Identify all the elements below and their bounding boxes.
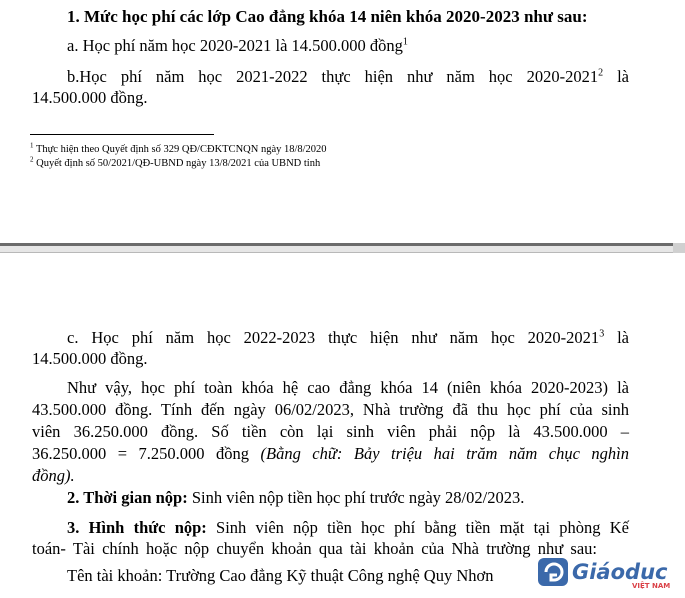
section2-text: Sinh viên nộp tiền học phí trước ngày 28/02/2023. [187, 488, 525, 507]
footnote-1 [30, 143, 327, 156]
item-b-line1 [67, 67, 629, 87]
footnote-ref-3: 3 [599, 328, 605, 340]
section3-text: Sinh viên nộp tiền học phí bằng tiền mặt tại phòng Kế [206, 518, 630, 537]
giaoduc-watermark-logo [538, 555, 676, 589]
logo-sub-text: VIỆT NAM [632, 582, 671, 589]
section3-line1 [67, 518, 629, 538]
section1-heading: 1. Mức học phí các lớp Cao đẳng khóa 14 niên khóa 2020-2023 như sau: [67, 7, 588, 26]
summary-amount-words: (Bằng chữ: Bảy triệu hai trăm năm chục nghìn [260, 444, 629, 463]
item-b-text: b.Học phí năm học 2021-2022 thực hiện như năm học 2020-2021 [67, 67, 599, 86]
footnote-1-text: Thực hiện theo Quyết định số 329 QĐ/CĐKTCNQN ngày 18/8/2020 [35, 144, 327, 155]
item-c-line1 [67, 328, 629, 348]
section3-heading: 3. Hình thức nộp: [67, 518, 207, 537]
footnote-divider [30, 134, 214, 135]
account-name: Tên tài khoản: Trường Cao đẳng Kỹ thuật Công nghệ Quy Nhơn [67, 566, 494, 585]
document-page-upper [0, 0, 685, 243]
document-page-lower [0, 253, 685, 598]
summary-line-4 [32, 444, 629, 464]
footnote-ref-1: 1 [402, 36, 408, 48]
summary-line-1: Như vậy, học phí toàn khóa hệ cao đẳng khóa 14 (niên khóa 2020-2023) là [67, 378, 629, 397]
section2-heading: 2. Thời gian nộp: [67, 488, 188, 507]
item-c-end: là [617, 328, 629, 347]
item-c-line2: 14.500.000 đồng. [32, 349, 148, 368]
footnote-2 [30, 157, 320, 170]
item-b-line2: 14.500.000 đồng. [32, 88, 148, 107]
item-c-text: c. Học phí năm học 2022-2023 thực hiện như năm học 2020-2021 [67, 328, 600, 347]
summary-amount: 36.250.000 = 7.250.000 đồng [32, 444, 261, 463]
footnote-2-number: 2 [30, 155, 34, 164]
summary-line-3: viên 36.250.000 đồng. Số tiền còn lại sinh viên phải nộp là 43.500.000 – [32, 422, 629, 441]
section3-line2: toán- Tài chính hoặc nộp chuyển khoản qua tài khoản của Nhà trường như sau: [32, 539, 597, 558]
summary-line-2: 43.500.000 đồng. Tính đến ngày 06/02/2023, Nhà trường đã thu học phí của sinh [32, 400, 629, 419]
giaoduc-logo-icon [538, 555, 676, 589]
footnote-2-text: Quyết định số 50/2021/QĐ-UBND ngày 13/8/2021 của UBND tỉnh [36, 158, 321, 169]
footnote-ref-2: 2 [598, 67, 604, 79]
page-break [0, 243, 685, 253]
section2 [67, 488, 524, 508]
item-a-text: a. Học phí năm học 2020-2021 là 14.500.000 đồng [67, 36, 403, 55]
item-b-end: là [617, 67, 630, 86]
item-a [67, 36, 408, 56]
summary-line-5: đồng). [32, 466, 75, 485]
logo-brand-text: Giáoduc [572, 560, 668, 584]
footnote-1-number: 1 [30, 141, 34, 150]
